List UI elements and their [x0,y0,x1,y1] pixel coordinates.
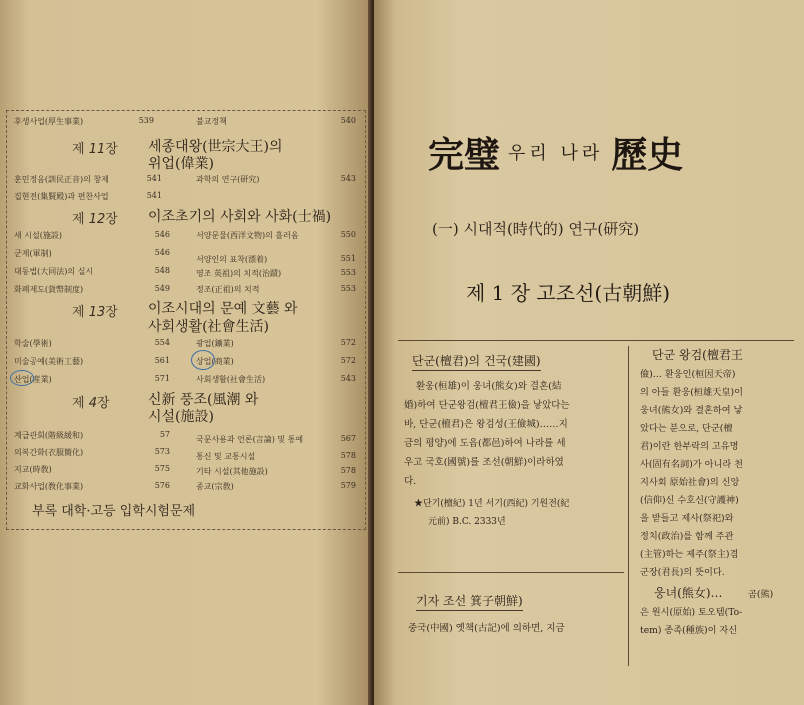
sidebar-text-line: 곰(熊) [748,589,774,600]
toc-entry: 과학의 연구(研究) 543 [196,174,356,184]
divider [398,572,624,573]
section-heading: 단군(檀君)의 건국(建國) [412,352,541,371]
sidebar-text-line: 정치(政治)를 함께 주관 [640,531,734,542]
toc-entry: 사회생활(社會生活) 543 [196,374,356,384]
divider [398,340,794,341]
toc-entry: 대동법(大同法)의 실시 548 [14,266,170,276]
chapter-title-line2: 위업(偉業) [148,156,214,172]
sidebar-text-line: 의 아들 환웅(桓雄天皇)이 [640,387,744,398]
sidebar-heading: 단군 왕검(檀君王 [652,348,743,362]
toc-entry: 광업(鑛業) 572 [196,338,356,348]
body-text-line: 우고 국호(國號)를 조선(朝鮮)이라하였 [404,457,564,468]
toc-entry: 서양인의 표착(漂着) 551 [196,254,356,264]
date-note: 元前) B.C. 2333년 [428,517,506,527]
toc-entry: 학술(學術) 554 [14,338,170,348]
sidebar-text-line: 지사회 原始社會)의 신앙 [640,477,740,488]
chapter-title: 이조시대의 문예 文藝 와 [148,301,298,317]
appendix-title: 부록 대학·고등 입학시험문제 [32,504,196,519]
chapter-title-line2: 시설(施設) [148,409,214,425]
sidebar-text-line: 았다는 분으로, 단군(檀 [640,423,733,434]
toc-entry: 서양문물(西洋文物)의 흘러옴 550 [196,230,356,240]
toc-entry: 의복간화(衣服簡化) 573 [14,447,170,457]
sidebar-text-line: 사(固有名詞)가 아니라 천 [640,459,744,470]
toc-entry: 불교정책 540 [196,116,356,126]
toc-entry: 화폐제도(貨幣制度) 549 [14,284,170,294]
chapter-title-line2: 사회생활(社會生活) [148,319,270,335]
left-page [0,0,372,705]
toc-entry: 기타 시설(其他施設) 578 [196,466,356,476]
chapter-title: 세종대왕(世宗大王)의 [148,139,283,155]
toc-entry: 지교(時敎) 575 [14,464,170,474]
sidebar-text-line: 은 원시(原始) 토오템(To- [640,607,743,618]
toc-entry: 영조 英祖)의 치적(治蹟) 553 [196,268,356,278]
date-note: ★단기(檀紀) 1년 서기(西紀) 기원전(紀 [414,499,570,509]
body-text-line: 다. [404,476,417,487]
sidebar-text-line: (信仰)신 수호신(守護神) [640,495,739,506]
ink-circle-mark [191,350,215,370]
toc-entry: 산업(産業) 571 [14,374,170,384]
section-heading: 기자 조선 箕子朝鮮) [416,592,523,611]
chapter-number: 제 11장 [72,142,118,157]
sidebar-text-line: 웅녀(熊女)와 결혼하여 낳 [640,405,743,416]
book-title: 完璧 우리 나라 歷史 [428,134,684,176]
sidebar-text-line: (主管)하는 제주(祭主)겸 [640,549,739,560]
column-divider [628,346,629,666]
toc-entry: 교화사업(敎化事業) 576 [14,481,170,491]
chapter-number: 제 12장 [72,212,118,227]
body-text-line: 환웅(桓雄)이 웅녀(熊女)와 결혼(結 [416,381,562,392]
sidebar-text-line: 군장(君長)의 뜻이다. [640,567,725,578]
sidebar-text-line: 儉)… 환웅인(桓因天帝) [640,369,736,380]
chapter-heading: 제 1 장 고조선(古朝鮮) [466,281,671,305]
toc-entry: 정조(正祖)의 치적 553 [196,284,356,294]
body-text-line: 婚)하여 단군왕검(檀君王儉)을 낳았다는 [404,400,570,411]
toc-entry: 계급관회(階級緩和) 57 [14,430,170,440]
sidebar-heading: 웅녀(熊女)… [654,586,723,600]
toc-entry: 집현전(集賢殿)과 편찬사업 541 [14,191,162,201]
chapter-title: 이조초기의 사회와 사화(士禍) [148,209,332,225]
sidebar-text-line: 君)이란 한부락의 고유명 [640,441,739,452]
toc-entry: 새 시설(施設) 546 [14,230,170,240]
toc-entry: 종교(宗敎) 579 [196,481,356,491]
toc-entry: 훈민정음(訓民正音)의 창제 541 [14,174,162,184]
toc-entry: 국문사용과 언론(言論) 및 통예 567 [196,434,356,444]
sidebar-text-line: tem) 종족(種族)이 자신 [640,625,738,636]
sidebar-text-line: 을 받들고 제사(祭祀)와 [640,513,734,524]
chapter-number: 제 13장 [72,305,118,320]
chapter-title: 신新 풍조(風潮 와 [148,392,259,408]
body-text-line: 금의 평양)에 도읍(都邑)하여 나라를 세 [404,438,566,449]
toc-entry: 군제(軍制) 546 [14,248,170,258]
toc-entry: 후생사업(厚生事業) 539 [14,116,154,126]
chapter-number: 제 4장 [72,396,110,411]
toc-entry: 미술공예(美術工藝) 561 [14,356,170,366]
toc-entry: 통신 및 교통시설 578 [196,451,356,461]
body-text-line: 바, 단군(檀君)은 왕검성(王儉城)……지 [404,419,568,430]
ink-circle-mark [10,370,34,386]
toc-entry: 상업(商業) 572 [196,356,356,366]
body-text-line: 중국(中國) 옛책(古記)에 의하면, 지금 [408,623,565,634]
section-subtitle: (一) 시대적(時代的) 연구(研究) [432,220,640,238]
